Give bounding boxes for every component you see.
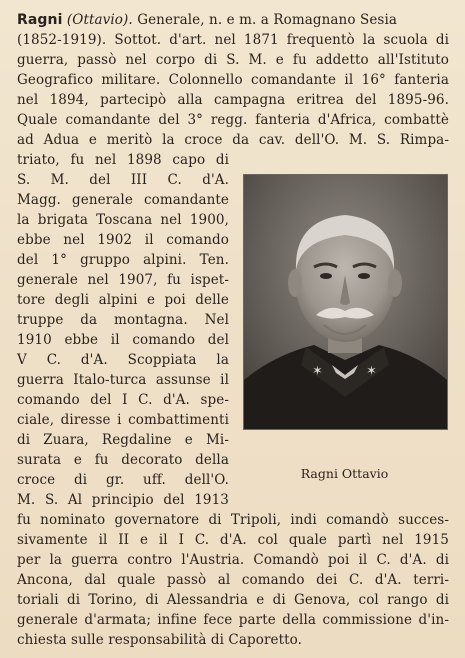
column-line: croce di gr. uff. dell'O.	[17, 472, 229, 488]
column-line: ciale, diresse i combattimenti	[17, 412, 229, 428]
photo-caption: Ragni Ottavio	[300, 466, 389, 481]
column-line: V C. d'A. Scoppiata la	[17, 352, 229, 368]
svg-text:✶: ✶	[312, 364, 323, 379]
column-line: ebbe nel 1902 il comando	[17, 232, 229, 248]
entry-line-8: triato, fu nel 1898 capo di	[17, 152, 229, 168]
column-line: comando del I C. d'A. spe-	[17, 392, 229, 408]
column-line: surata e fu decorato della	[17, 452, 229, 468]
column-line: guerra Italo-turca assunse il	[17, 372, 229, 388]
column-line: del 1° gruppo alpini. Ten.	[17, 252, 229, 268]
svg-text:✶: ✶	[366, 364, 377, 379]
entry-line-bottom: toriali di Torino, di Alessandria e di Genova, col rango di	[17, 592, 449, 608]
entry-line-4: Geografico militare. Colonnello comandante il 16° fanteria	[17, 72, 449, 88]
column-line: di Zuara, Regdaline e Mi-	[17, 432, 229, 448]
entry-line-bottom: generale d'armata; infine fece parte della commissione d'in-	[17, 612, 449, 628]
entry-heading	[17, 10, 397, 30]
entry-line-5: nel 1894, partecipò alla campagna eritrea del 1895-96.	[17, 92, 449, 108]
entry-line-7: ad Adua e meritò la croce da cav. dell'O. M. S. Rimpa-	[17, 132, 449, 148]
entry-line-bottom: sivamente il II e il I C. d'A. col quale partì nel 1915	[17, 532, 449, 548]
column-line: la brigata Toscana nel 1900,	[17, 212, 229, 228]
entry-line-6: Quale comandante del 3° regg. fanteria d'Africa, combattè	[17, 112, 449, 128]
entry-line-bottom: fu nominato governatore di Tripoli, indi comandò succes-	[17, 512, 449, 528]
portrait-photo	[243, 174, 448, 430]
entry-line-bottom: per la guerra contro l'Austria. Comandò poi il C. d'A. di	[17, 552, 449, 568]
entry-line-bottom: Ancona, dal quale passò al comando dei C. d'A. terri-	[17, 572, 449, 588]
entry-line-2: (1852-1919). Sottot. d'art. nel 1871 frequentò la scuola di	[17, 32, 449, 48]
column-line: S. M. del III C. d'A.	[17, 172, 229, 188]
column-line: generale nel 1907, fu ispet-	[17, 272, 229, 288]
column-line: Magg. generale comandante	[17, 192, 229, 208]
portrait-illustration	[244, 175, 447, 429]
column-line: tore degli alpini e poi delle	[17, 292, 229, 308]
entry-line-bottom: chiesta sulle responsabilità di Caporetto.	[17, 632, 303, 648]
column-line: 1910 ebbe il comando del	[17, 332, 229, 348]
entry-given-name: (Ottavio).	[66, 12, 133, 28]
entry-line-3: guerra, passò nel corpo di S. M. e fu addetto all'Istituto	[17, 52, 449, 68]
entry-line-1: Generale, n. e m. a Romagnano Sesia	[137, 12, 398, 28]
entry-name: Ragni	[17, 12, 63, 28]
column-line: M. S. Al principio del 1913	[17, 492, 229, 508]
column-line: truppe da montagna. Nel	[17, 312, 229, 328]
